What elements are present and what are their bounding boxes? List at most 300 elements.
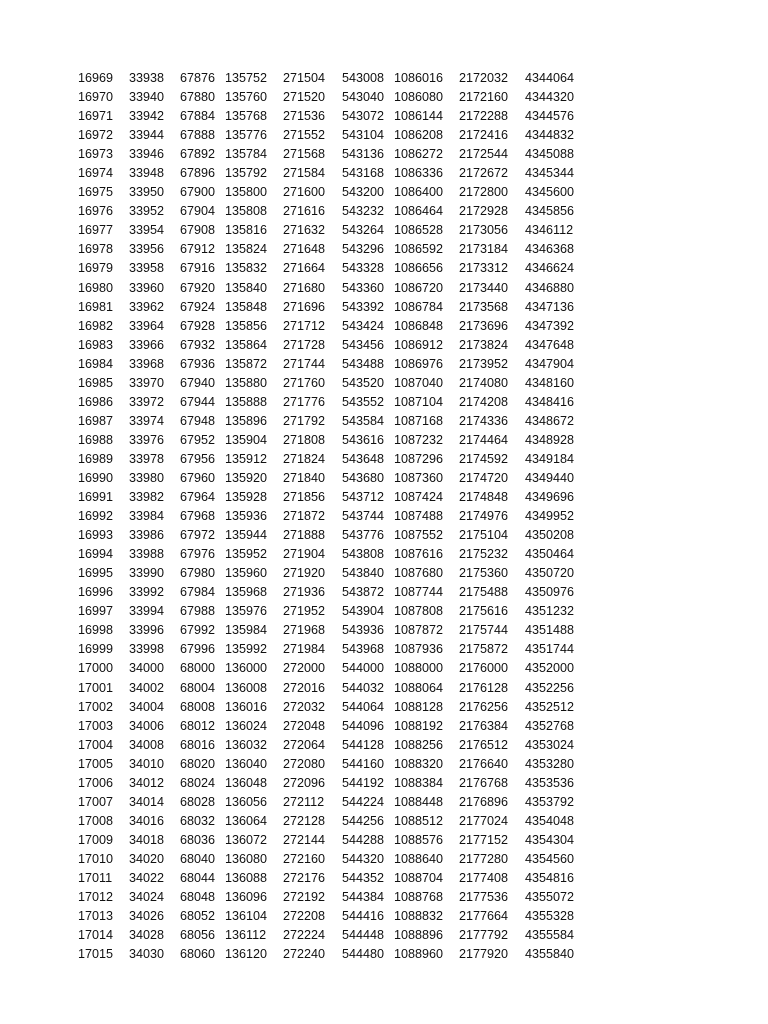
- table-cell: 272016: [283, 680, 326, 695]
- table-cell: 2176384: [459, 718, 509, 733]
- table-cell: 2172288: [459, 109, 509, 124]
- table-cell: 2172160: [459, 90, 509, 105]
- table-cell: 543392: [342, 299, 385, 314]
- table-cell: 1088768: [394, 890, 444, 905]
- table-cell: 1088832: [394, 909, 444, 924]
- table-cell: 2175872: [459, 642, 509, 657]
- table-cell: 2176000: [459, 661, 509, 676]
- table-cell: 4348416: [525, 394, 575, 409]
- table-cell: 33994: [129, 604, 165, 619]
- table-cell: 17011: [78, 870, 113, 885]
- table-cell: 68048: [180, 890, 216, 905]
- table-cell: 16991: [78, 490, 114, 505]
- table-cell: 33992: [129, 585, 165, 600]
- table-cell: 2173184: [459, 242, 509, 257]
- table-cell: 272000: [283, 661, 326, 676]
- table-cell: 2175360: [459, 566, 509, 581]
- table-cell: 4355840: [525, 947, 575, 962]
- table-cell: 67980: [180, 566, 216, 581]
- table-cell: 67920: [180, 280, 216, 295]
- table-cell: 17010: [78, 851, 114, 866]
- table-cell: 2177152: [459, 832, 509, 847]
- table-cell: 544128: [342, 737, 385, 752]
- table-cell: 2175104: [459, 528, 509, 543]
- table-cell: 271920: [283, 566, 326, 581]
- table-cell: 34030: [129, 947, 165, 962]
- table-cell: 67916: [180, 261, 216, 276]
- table-cell: 34010: [129, 756, 165, 771]
- table-cell: 272240: [283, 947, 326, 962]
- table-cell: 68056: [180, 928, 216, 943]
- table-cell: 4352768: [525, 718, 575, 733]
- table-cell: 2176640: [459, 756, 509, 771]
- table-cell: 271536: [283, 109, 326, 124]
- table-cell: 135824: [225, 242, 268, 257]
- table-cell: 16985: [78, 375, 114, 390]
- table-cell: 68044: [180, 870, 216, 885]
- table-cell: 4344576: [525, 109, 575, 124]
- table-cell: 4355072: [525, 890, 575, 905]
- table-cell: 544480: [342, 947, 385, 962]
- table-cell: 33958: [129, 261, 165, 276]
- table-cell: 67908: [180, 223, 216, 238]
- table-cell: 135816: [225, 223, 268, 238]
- table-cell: 67976: [180, 547, 216, 562]
- table-cell: 271760: [283, 375, 326, 390]
- table-cell: 67956: [180, 451, 216, 466]
- table-cell: 34028: [129, 928, 165, 943]
- table-cell: 271776: [283, 394, 326, 409]
- table-cell: 33960: [129, 280, 165, 295]
- table-cell: 2174464: [459, 432, 509, 447]
- table-cell: 1087424: [394, 490, 444, 505]
- table-cell: 1086848: [394, 318, 444, 333]
- table-cell: 67888: [180, 128, 216, 143]
- table-cell: 271616: [283, 204, 326, 219]
- table-cell: 33972: [129, 394, 165, 409]
- table-cell: 33966: [129, 337, 165, 352]
- table-cell: 33948: [129, 166, 165, 181]
- table-cell: 544416: [342, 909, 385, 924]
- table-cell: 543840: [342, 566, 385, 581]
- table-cell: 2174080: [459, 375, 509, 390]
- table-cell: 271648: [283, 242, 326, 257]
- table-cell: 135856: [225, 318, 268, 333]
- table-cell: 4346624: [525, 261, 575, 276]
- table-cell: 67900: [180, 185, 216, 200]
- table-cell: 271600: [283, 185, 326, 200]
- table-cell: 136040: [225, 756, 268, 771]
- table-cell: 272032: [283, 699, 326, 714]
- table-cell: 136080: [225, 851, 268, 866]
- table-cell: 4345600: [525, 185, 575, 200]
- table-cell: 2172800: [459, 185, 509, 200]
- table-cell: 33946: [129, 147, 165, 162]
- table-cell: 544000: [342, 661, 385, 676]
- table-cell: 543584: [342, 413, 385, 428]
- table-cell: 4349440: [525, 470, 575, 485]
- table-cell: 16987: [78, 413, 114, 428]
- table-cell: 16989: [78, 451, 114, 466]
- table-cell: 544384: [342, 890, 385, 905]
- table-cell: 1088576: [394, 832, 444, 847]
- table-cell: 271888: [283, 528, 326, 543]
- table-cell: 33982: [129, 490, 165, 505]
- table-cell: 4344320: [525, 90, 575, 105]
- table-cell: 67988: [180, 604, 216, 619]
- table-cell: 136000: [225, 661, 268, 676]
- table-cell: 135936: [225, 509, 268, 524]
- table-cell: 33944: [129, 128, 165, 143]
- table-cell: 1086528: [394, 223, 444, 238]
- table-cell: 2172416: [459, 128, 509, 143]
- table-cell: 4347648: [525, 337, 575, 352]
- table-cell: 33970: [129, 375, 165, 390]
- table-cell: 16984: [78, 356, 114, 371]
- table-cell: 4346112: [525, 223, 574, 238]
- table-cell: 136064: [225, 813, 268, 828]
- table-cell: 67996: [180, 642, 216, 657]
- table-cell: 67936: [180, 356, 216, 371]
- table-cell: 2173824: [459, 337, 509, 352]
- table-cell: 1088960: [394, 947, 444, 962]
- table-cell: 4344064: [525, 71, 575, 85]
- table-cell: 16988: [78, 432, 114, 447]
- table-cell: 68028: [180, 794, 216, 809]
- table-cell: 272224: [283, 928, 326, 943]
- table-cell: 271680: [283, 280, 326, 295]
- table-cell: 1086144: [394, 109, 444, 124]
- table-cell: 135760: [225, 90, 268, 105]
- table-cell: 135784: [225, 147, 268, 162]
- table-cell: 17014: [78, 928, 114, 943]
- table-cell: 543872: [342, 585, 385, 600]
- table-cell: 272048: [283, 718, 326, 733]
- table-cell: 2172544: [459, 147, 509, 162]
- table-cell: 4352512: [525, 699, 575, 714]
- table-cell: 33974: [129, 413, 165, 428]
- table-cell: 4353536: [525, 775, 575, 790]
- table-cell: 135944: [225, 528, 268, 543]
- table-cell: 135896: [225, 413, 268, 428]
- table-cell: 34022: [129, 870, 165, 885]
- table-cell: 33984: [129, 509, 165, 524]
- table-cell: 2174208: [459, 394, 509, 409]
- table-cell: 4344832: [525, 128, 575, 143]
- table-cell: 544224: [342, 794, 385, 809]
- table-cell: 34006: [129, 718, 165, 733]
- table-cell: 34014: [129, 794, 165, 809]
- table-cell: 135840: [225, 280, 268, 295]
- table-cell: 135984: [225, 623, 268, 638]
- table-cell: 34008: [129, 737, 165, 752]
- table-cell: 2176256: [459, 699, 509, 714]
- table-cell: 543680: [342, 470, 385, 485]
- table-cell: 1087744: [394, 585, 444, 600]
- table-cell: 543936: [342, 623, 385, 638]
- table-cell: 2173568: [459, 299, 509, 314]
- table-cell: 1087488: [394, 509, 444, 524]
- table-cell: 16997: [78, 604, 114, 619]
- table-cell: 543232: [342, 204, 385, 219]
- table-cell: 68004: [180, 680, 216, 695]
- table-cell: 67972: [180, 528, 216, 543]
- table-cell: 136024: [225, 718, 268, 733]
- table-cell: 4348928: [525, 432, 575, 447]
- table-cell: 33976: [129, 432, 165, 447]
- table-cell: 67880: [180, 90, 216, 105]
- table-cell: 33990: [129, 566, 165, 581]
- table-cell: 1086976: [394, 356, 444, 371]
- table-cell: 1087808: [394, 604, 444, 619]
- table-cell: 1088512: [394, 813, 444, 828]
- table-cell: 33964: [129, 318, 165, 333]
- table-cell: 68024: [180, 775, 216, 790]
- table-cell: 4354304: [525, 832, 575, 847]
- table-cell: 4352000: [525, 661, 575, 676]
- table-cell: 2174592: [459, 451, 509, 466]
- table-cell: 272208: [283, 909, 326, 924]
- table-cell: 271520: [283, 90, 326, 105]
- table-cell: 16969: [78, 71, 114, 85]
- table-cell: 543360: [342, 280, 385, 295]
- table-cell: 271728: [283, 337, 326, 352]
- table-cell: 4345856: [525, 204, 575, 219]
- table-cell: 67984: [180, 585, 216, 600]
- table-cell: 543968: [342, 642, 385, 657]
- table-cell: 16970: [78, 90, 114, 105]
- table-cell: 543520: [342, 375, 385, 390]
- table-cell: 33968: [129, 356, 165, 371]
- table-cell: 4348672: [525, 413, 575, 428]
- table-cell: 136048: [225, 775, 268, 790]
- table-cell: 2177280: [459, 851, 509, 866]
- table-cell: 1088448: [394, 794, 444, 809]
- table-cell: 33988: [129, 547, 165, 562]
- table-cell: 1086720: [394, 280, 444, 295]
- table-cell: 1088704: [394, 870, 444, 885]
- table-cell: 4355584: [525, 928, 575, 943]
- table-cell: 543168: [342, 166, 385, 181]
- table-cell: 2177664: [459, 909, 509, 924]
- table-cell: 4348160: [525, 375, 575, 390]
- table-cell: 136016: [225, 699, 268, 714]
- table-cell: 34020: [129, 851, 165, 866]
- table-cell: 2173952: [459, 356, 509, 371]
- table-cell: 2174976: [459, 509, 509, 524]
- table-cell: 271968: [283, 623, 326, 638]
- table-cell: 33938: [129, 71, 165, 85]
- table-cell: 135928: [225, 490, 268, 505]
- table-cell: 2175488: [459, 585, 509, 600]
- table-cell: 33986: [129, 528, 165, 543]
- table-cell: 271712: [283, 318, 326, 333]
- table-cell: 1087680: [394, 566, 444, 581]
- table-cell: 543328: [342, 261, 385, 276]
- table-cell: 1087168: [394, 413, 444, 428]
- table-cell: 34024: [129, 890, 165, 905]
- table-cell: 33998: [129, 642, 165, 657]
- table-cell: 544192: [342, 775, 385, 790]
- table-cell: 543424: [342, 318, 385, 333]
- table-cell: 16977: [78, 223, 114, 238]
- table-cell: 1086656: [394, 261, 444, 276]
- table-cell: 136104: [225, 909, 268, 924]
- table-cell: 16974: [78, 166, 114, 181]
- table-cell: 543296: [342, 242, 385, 257]
- table-cell: 271568: [283, 147, 326, 162]
- table-cell: 1086272: [394, 147, 444, 162]
- table-cell: 33942: [129, 109, 165, 124]
- table-cell: 16993: [78, 528, 114, 543]
- table-cell: 68008: [180, 699, 216, 714]
- table-cell: 543648: [342, 451, 385, 466]
- table-cell: 68040: [180, 851, 216, 866]
- table-cell: 33940: [129, 90, 165, 105]
- table-cell: 33952: [129, 204, 165, 219]
- table-cell: 67944: [180, 394, 216, 409]
- table-cell: 2176128: [459, 680, 509, 695]
- table-cell: 4350976: [525, 585, 575, 600]
- table-cell: 272192: [283, 890, 326, 905]
- table-cell: 1087232: [394, 432, 444, 447]
- table-cell: 543904: [342, 604, 385, 619]
- table-cell: 135976: [225, 604, 268, 619]
- table-cell: 271984: [283, 642, 326, 657]
- table-cell: 543488: [342, 356, 385, 371]
- table-cell: 135776: [225, 128, 268, 143]
- table-cell: 34012: [129, 775, 165, 790]
- table-cell: 67876: [180, 71, 216, 85]
- table-cell: 136120: [225, 947, 268, 962]
- table-cell: 67992: [180, 623, 216, 638]
- table-cell: 543072: [342, 109, 385, 124]
- table-cell: 543712: [342, 490, 385, 505]
- table-cell: 33956: [129, 242, 165, 257]
- table-cell: 67964: [180, 490, 216, 505]
- table-cell: 16983: [78, 337, 114, 352]
- table-cell: 2173440: [459, 280, 509, 295]
- table-cell: 135912: [225, 451, 268, 466]
- table-cell: 16980: [78, 280, 114, 295]
- table-cell: 1088192: [394, 718, 444, 733]
- table-cell: 4347136: [525, 299, 575, 314]
- table-cell: 67884: [180, 109, 216, 124]
- table-cell: 16999: [78, 642, 114, 657]
- table-cell: 67960: [180, 470, 216, 485]
- table-cell: 543808: [342, 547, 385, 562]
- table-cell: 33980: [129, 470, 165, 485]
- table-cell: 4353024: [525, 737, 575, 752]
- table-cell: 33996: [129, 623, 165, 638]
- table-cell: 68052: [180, 909, 216, 924]
- table-cell: 271696: [283, 299, 326, 314]
- table-cell: 16981: [78, 299, 114, 314]
- table-cell: 272144: [283, 832, 326, 847]
- table-cell: 4354816: [525, 870, 575, 885]
- table-cell: 34000: [129, 661, 165, 676]
- table-cell: 33950: [129, 185, 165, 200]
- table-cell: 16990: [78, 470, 114, 485]
- table-cell: 1086016: [394, 71, 444, 85]
- table-cell: 1086912: [394, 337, 444, 352]
- table-cell: 543104: [342, 128, 385, 143]
- table-cell: 16995: [78, 566, 114, 581]
- table-cell: 2172928: [459, 204, 509, 219]
- table-cell: 136112: [225, 928, 267, 943]
- table-cell: 271664: [283, 261, 326, 276]
- table-cell: 135872: [225, 356, 268, 371]
- table-cell: 544064: [342, 699, 385, 714]
- table-cell: 17009: [78, 832, 114, 847]
- table-cell: 544448: [342, 928, 385, 943]
- table-cell: 271840: [283, 470, 326, 485]
- table-cell: 136008: [225, 680, 268, 695]
- table-cell: 136032: [225, 737, 268, 752]
- table-cell: 4349184: [525, 451, 575, 466]
- table-cell: 67892: [180, 147, 216, 162]
- table-cell: 17012: [78, 890, 114, 905]
- table-cell: 543040: [342, 90, 385, 105]
- table-cell: 1088640: [394, 851, 444, 866]
- table-cell: 544320: [342, 851, 385, 866]
- table-cell: 1086400: [394, 185, 444, 200]
- table-cell: 1088384: [394, 775, 444, 790]
- table-cell: 1087616: [394, 547, 444, 562]
- table-cell: 543200: [342, 185, 385, 200]
- table-cell: 135968: [225, 585, 268, 600]
- table-cell: 67952: [180, 432, 216, 447]
- table-cell: 135832: [225, 261, 268, 276]
- table-cell: 67932: [180, 337, 216, 352]
- table-cell: 34026: [129, 909, 165, 924]
- table-cell: 271792: [283, 413, 326, 428]
- table-cell: 4351488: [525, 623, 575, 638]
- table-cell: 543744: [342, 509, 385, 524]
- table-cell: 135888: [225, 394, 268, 409]
- table-cell: 2173056: [459, 223, 509, 238]
- table-cell: 17000: [78, 661, 114, 676]
- table-cell: 1087296: [394, 451, 444, 466]
- table-cell: 2173312: [459, 261, 509, 276]
- table-cell: 4349952: [525, 509, 575, 524]
- table-cell: 34018: [129, 832, 165, 847]
- table-cell: 543776: [342, 528, 385, 543]
- table-cell: 67948: [180, 413, 216, 428]
- table-cell: 272064: [283, 737, 326, 752]
- table-cell: 135864: [225, 337, 268, 352]
- table-cell: 68012: [180, 718, 216, 733]
- table-cell: 544032: [342, 680, 385, 695]
- table-cell: 68000: [180, 661, 216, 676]
- table-cell: 2177792: [459, 928, 509, 943]
- table-cell: 1088064: [394, 680, 444, 695]
- table-cell: 271952: [283, 604, 326, 619]
- table-cell: 135768: [225, 109, 268, 124]
- table-cell: 4355328: [525, 909, 575, 924]
- table-cell: 1088256: [394, 737, 444, 752]
- table-cell: 34002: [129, 680, 165, 695]
- table-cell: 1088000: [394, 661, 444, 676]
- table-cell: 17013: [78, 909, 114, 924]
- table-cell: 271584: [283, 166, 326, 181]
- table-cell: 2174720: [459, 470, 509, 485]
- table-cell: 33954: [129, 223, 165, 238]
- table-cell: 272128: [283, 813, 326, 828]
- table-cell: 17007: [78, 794, 114, 809]
- table-cell: 272176: [283, 870, 326, 885]
- table-cell: 135848: [225, 299, 268, 314]
